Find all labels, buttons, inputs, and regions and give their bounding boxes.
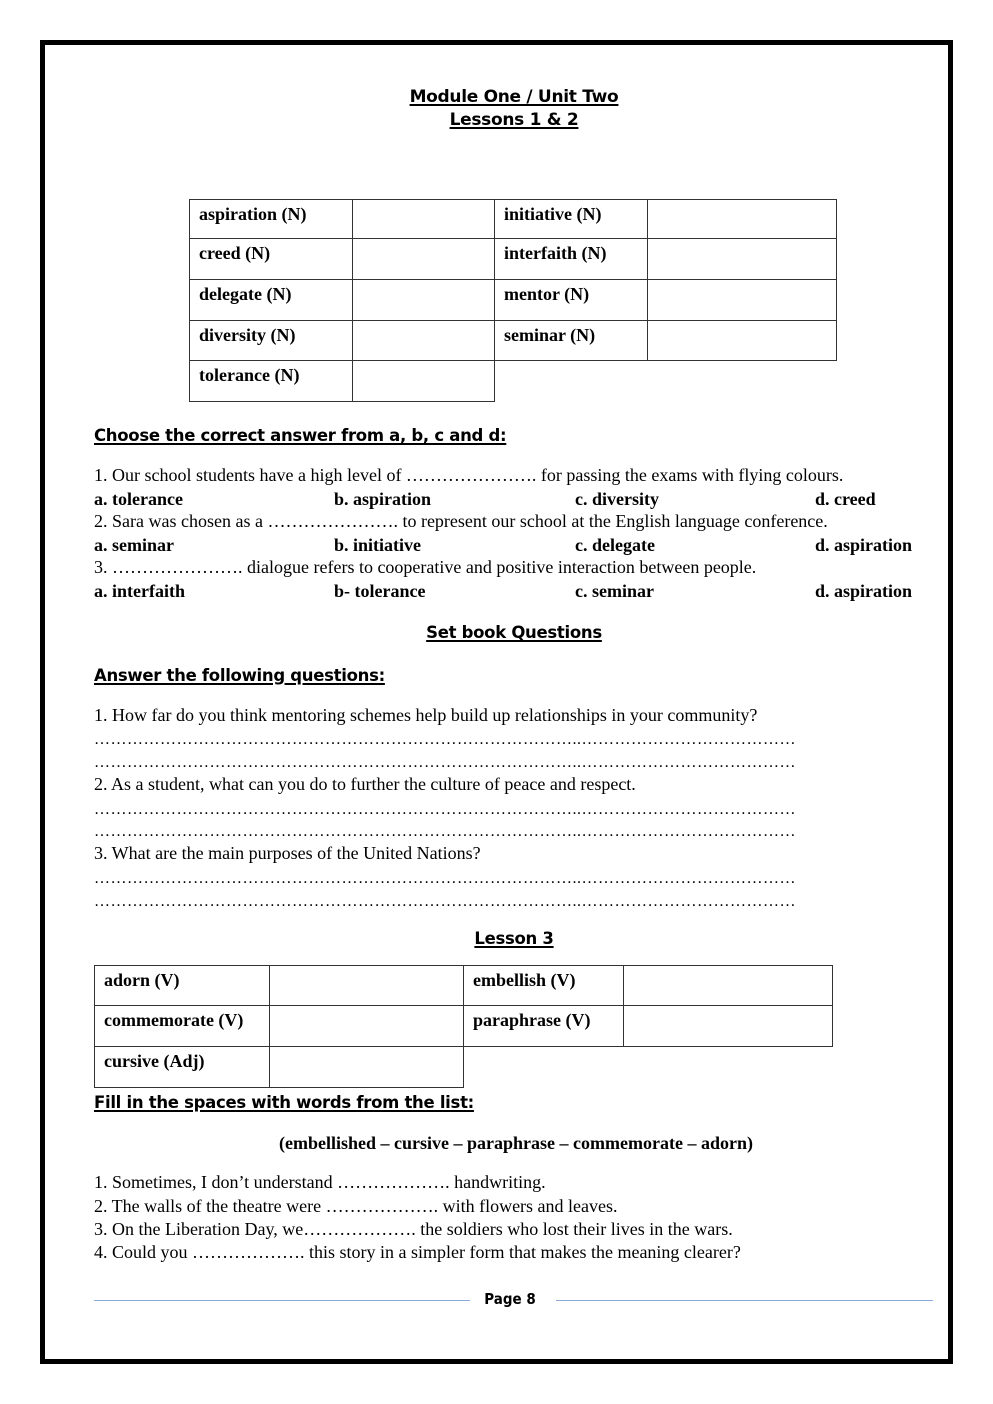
set-book-question-1: 1. How far do you think mentoring schemes help build up relationships in your community? [94,705,758,725]
answer-line[interactable]: ……………………………………………………………………………..………………………………… [94,731,796,748]
vocab-word: seminar (N) [495,321,648,361]
table-row [190,321,837,361]
vocab-answer-cell[interactable] [648,280,837,321]
option-d[interactable]: d. aspiration [815,581,913,601]
option-c[interactable]: c. seminar [575,581,654,601]
option-b[interactable]: b- tolerance [334,581,426,601]
vocab-word: creed (N) [190,239,353,280]
option-a[interactable]: a. seminar [94,535,174,555]
empty-cell [648,361,837,402]
vocab-word: paraphrase (V) [464,1006,624,1047]
table-row [190,239,837,280]
vocab-table-lessons-1-2 [189,199,837,402]
fill-sentence-3: 3. On the Liberation Day, we………………. the soldiers who lost their lives in the wars. [94,1219,733,1239]
vocab-word: adorn (V) [95,966,270,1006]
page-number: Page 8 [484,1290,536,1308]
vocab-answer-cell[interactable] [353,200,495,239]
lesson-3-heading: Lesson 3 [474,929,554,948]
mcq-question-2: 2. Sara was chosen as a …………………. to represent our school at the English language conference. [94,511,828,531]
answer-line[interactable]: ……………………………………………………………………………..………………………………… [94,823,796,840]
table-row [95,966,833,1006]
option-b[interactable]: b. initiative [334,535,422,555]
vocab-word: tolerance (N) [190,361,353,402]
vocab-word: aspiration (N) [190,200,353,239]
empty-cell [464,1047,624,1088]
mcq-question-1: 1. Our school students have a high level of …………………. for passing the exams with flying colours. [94,465,844,485]
word-list: (embellished – cursive – paraphrase – commemorate – adorn) [279,1133,753,1153]
vocab-answer-cell[interactable] [648,200,837,239]
vocab-answer-cell[interactable] [624,1006,833,1047]
set-book-question-3: 3. What are the main purposes of the United Nations? [94,843,481,863]
vocab-word: mentor (N) [495,280,648,321]
set-book-heading: Set book Questions [426,623,602,642]
vocab-word: embellish (V) [464,966,624,1006]
vocab-answer-cell[interactable] [624,966,833,1006]
option-a[interactable]: a. tolerance [94,489,183,509]
table-row [95,1047,833,1088]
vocab-answer-cell[interactable] [270,966,464,1006]
vocab-answer-cell[interactable] [648,321,837,361]
vocab-word: initiative (N) [495,200,648,239]
option-a[interactable]: a. interfaith [94,581,185,601]
mcq-options-3 [94,580,934,603]
fill-heading: Fill in the spaces with words from the list: [94,1093,474,1112]
vocab-answer-cell[interactable] [270,1047,464,1088]
answer-line[interactable]: ……………………………………………………………………………..………………………………… [94,754,796,771]
option-d[interactable]: d. creed [815,489,876,509]
option-c[interactable]: c. delegate [575,535,655,555]
answer-line[interactable]: ……………………………………………………………………………..………………………………… [94,893,796,910]
vocab-word: diversity (N) [190,321,353,361]
option-b[interactable]: b. aspiration [334,489,432,509]
vocab-answer-cell[interactable] [353,280,495,321]
vocab-word: interfaith (N) [495,239,648,280]
vocab-word: cursive (Adj) [95,1047,270,1088]
page-title: Module One / Unit Two [409,87,619,107]
vocab-table-lesson-3 [94,965,833,1088]
empty-cell [495,361,648,402]
vocab-answer-cell[interactable] [353,321,495,361]
option-c[interactable]: c. diversity [575,489,659,509]
empty-cell [624,1047,833,1088]
answer-line[interactable]: ……………………………………………………………………………..………………………………… [94,870,796,887]
fill-sentence-4: 4. Could you ………………. this story in a simpler form that makes the meaning clearer? [94,1242,741,1262]
vocab-answer-cell[interactable] [648,239,837,280]
vocab-word: delegate (N) [190,280,353,321]
mcq-question-3: 3. …………………. dialogue refers to cooperative and positive interaction between people. [94,557,757,577]
page-subtitle: Lessons 1 & 2 [449,110,579,130]
table-row [190,280,837,321]
footer-rule-left [94,1300,470,1301]
fill-sentence-1: 1. Sometimes, I don’t understand ………………. handwriting. [94,1172,546,1192]
footer-rule-right [556,1300,933,1301]
vocab-word: commemorate (V) [95,1006,270,1047]
fill-sentence-2: 2. The walls of the theatre were ………………. with flowers and leaves. [94,1196,618,1216]
answer-line[interactable]: ……………………………………………………………………………..………………………………… [94,801,796,818]
set-book-subheading: Answer the following questions: [94,666,385,685]
vocab-answer-cell[interactable] [353,239,495,280]
vocab-answer-cell[interactable] [270,1006,464,1047]
vocab-answer-cell[interactable] [353,361,495,402]
mcq-options-1 [94,488,934,511]
mcq-options-2 [94,534,934,557]
mcq-heading: Choose the correct answer from a, b, c and d: [94,426,507,445]
table-row [190,200,837,239]
set-book-question-2: 2. As a student, what can you do to further the culture of peace and respect. [94,774,636,794]
table-row [190,361,837,402]
table-row [95,1006,833,1047]
option-d[interactable]: d. aspiration [815,535,913,555]
